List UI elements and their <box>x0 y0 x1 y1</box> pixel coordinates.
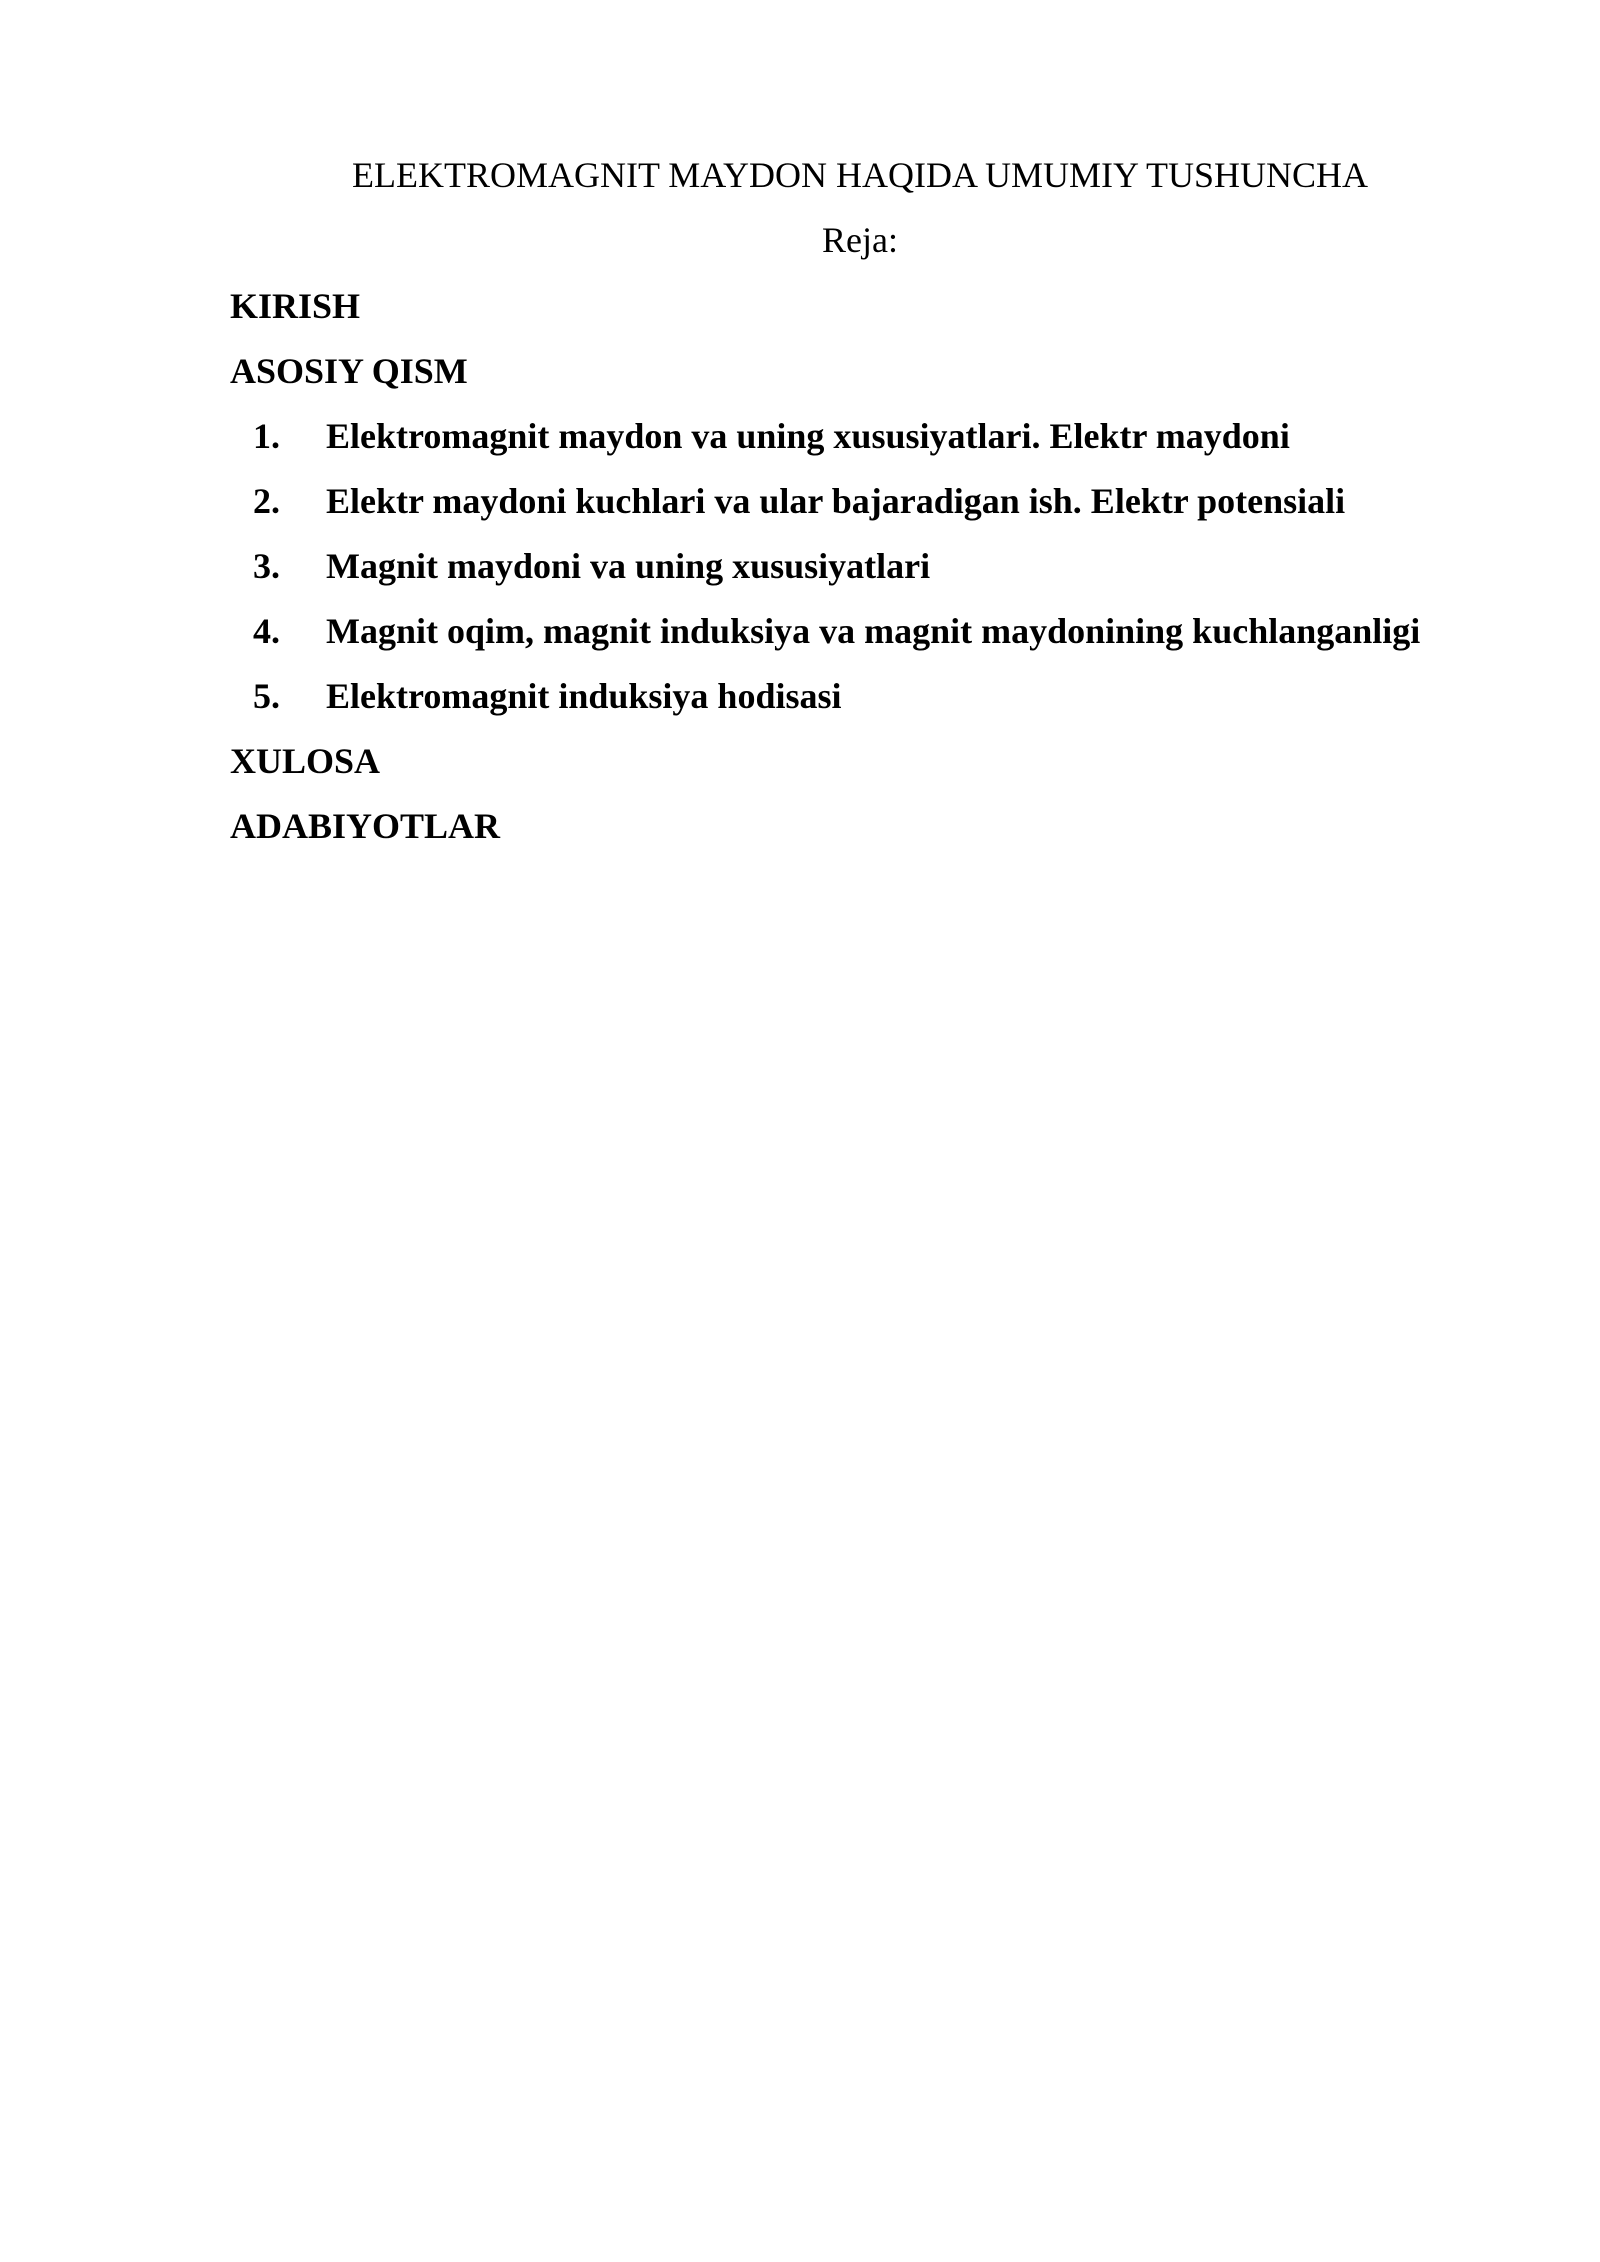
section-references: ADABIYOTLAR <box>230 806 501 846</box>
list-item-text: Elektromagnit induksiya hodisasi <box>326 676 842 716</box>
list-item-number: 2. <box>253 481 280 521</box>
section-main: ASOSIY QISM <box>230 351 468 391</box>
list-item-number: 4. <box>253 611 280 651</box>
list-item-text: Elektromagnit maydon va uning xususiyatlari. Elektr maydoni <box>326 416 1290 456</box>
list-item-number: 5. <box>253 676 280 716</box>
list-item-number: 3. <box>253 546 280 586</box>
section-conclusion: XULOSA <box>230 741 381 781</box>
document-title: ELEKTROMAGNIT MAYDON HAQIDA UMUMIY TUSHUNCHA <box>351 155 1368 195</box>
list-item-text: Magnit maydoni va uning xususiyatlari <box>326 546 931 586</box>
list-item-text: Elektr maydoni kuchlari va ular bajaradigan ish. Elektr potensiali <box>326 481 1346 521</box>
list-item-number: 1. <box>253 416 280 456</box>
section-intro: KIRISH <box>230 286 361 326</box>
list-item-text: Magnit oqim, magnit induksiya va magnit maydonining kuchlanganligi <box>326 611 1421 651</box>
plan-label: Reja: <box>822 220 898 260</box>
